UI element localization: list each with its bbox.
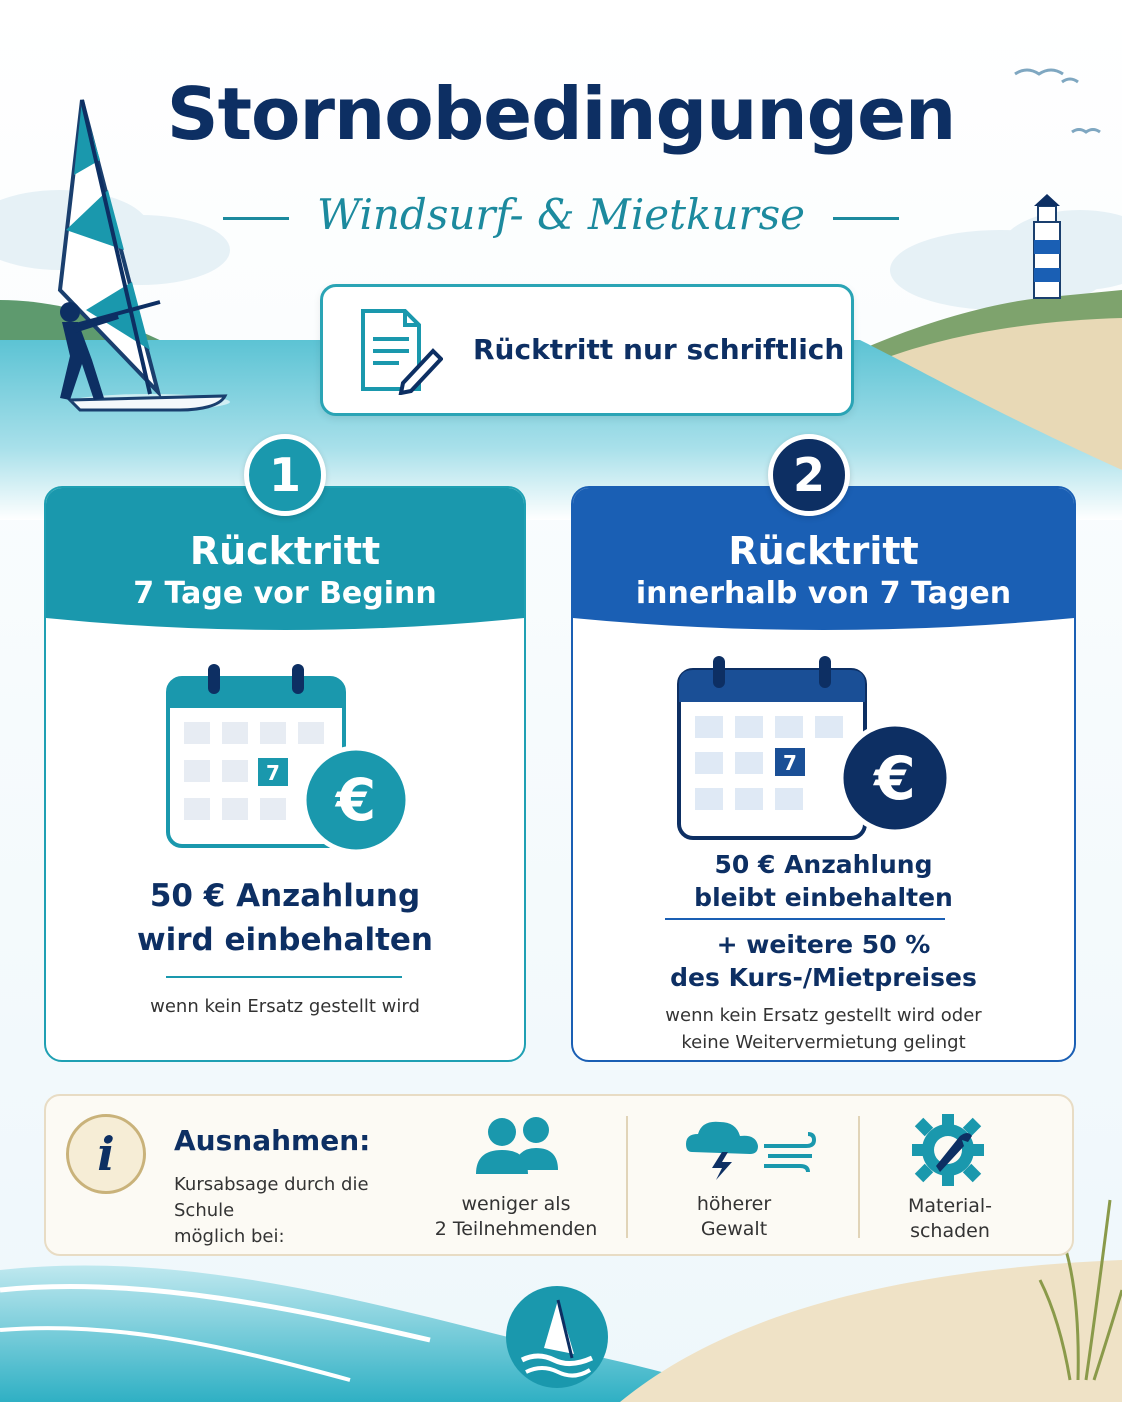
calendar-euro-icon xyxy=(164,660,414,860)
card-withdrawal-within-7-days xyxy=(571,486,1076,1062)
exceptions-description-line2: möglich bei: xyxy=(174,1226,285,1247)
card1-fee-line2: wird einbehalten xyxy=(137,922,433,958)
people-icon xyxy=(472,1114,562,1180)
written-notice-box xyxy=(320,284,854,416)
card1-fee xyxy=(46,874,524,962)
document-pen-icon xyxy=(353,305,443,395)
page-title: Stornobedingungen xyxy=(166,72,956,156)
card2-header xyxy=(573,528,1074,614)
exception-participants-line2: 2 Teilnehmenden xyxy=(434,1218,598,1240)
exceptions-description xyxy=(174,1172,434,1250)
card2-fee xyxy=(573,848,1074,914)
card1-heading: Rücktritt xyxy=(189,529,381,573)
card2-number-badge: 2 xyxy=(768,434,850,516)
exception-participants xyxy=(426,1192,606,1242)
exception-force-majeure-line1: höherer xyxy=(696,1193,772,1215)
card1-subheading: 7 Tage vor Beginn xyxy=(133,576,437,611)
subtitle-dash-right xyxy=(833,217,899,220)
card1-divider xyxy=(166,976,402,978)
gear-wrench-icon xyxy=(906,1112,990,1188)
card2-extra-fee xyxy=(573,928,1074,994)
card2-extra-line2: des Kurs-/Mietpreises xyxy=(670,963,977,992)
card2-euro-symbol: € xyxy=(874,744,916,814)
windsurf-logo-icon xyxy=(504,1284,610,1390)
notice-text: Rücktritt nur schriftlich xyxy=(473,333,845,366)
card1-calendar-day: 7 xyxy=(266,761,280,785)
card1-condition: wenn kein Ersatz gestellt wird xyxy=(150,996,420,1017)
exception-force-majeure xyxy=(654,1192,814,1242)
exception-material-damage xyxy=(880,1194,1020,1244)
card2-heading: Rücktritt xyxy=(728,529,919,573)
card1-header xyxy=(46,528,524,614)
storm-wind-icon xyxy=(682,1116,822,1180)
exceptions-title: Ausnahmen: xyxy=(174,1124,371,1157)
exception-participants-line1: weniger als xyxy=(461,1193,571,1215)
card1-euro-symbol: € xyxy=(335,766,377,834)
exception-material-line2: schaden xyxy=(910,1220,990,1242)
exception-material-line1: Material- xyxy=(907,1195,993,1217)
card2-fee-line1: 50 € Anzahlung xyxy=(714,850,933,879)
card2-extra-line1: + weitere 50 % xyxy=(716,930,931,959)
calendar-euro-icon xyxy=(675,654,955,850)
exceptions-box xyxy=(44,1094,1074,1256)
exception-force-majeure-line2: Gewalt xyxy=(700,1218,768,1240)
card2-condition xyxy=(573,1002,1074,1056)
exceptions-separator xyxy=(626,1116,628,1238)
card2-condition-line1: wenn kein Ersatz gestellt wird oder xyxy=(665,1005,982,1026)
card1-fee-line1: 50 € Anzahlung xyxy=(149,878,421,914)
info-icon: i xyxy=(66,1114,146,1194)
card2-calendar-day: 7 xyxy=(783,751,797,775)
card2-fee-line2: bleibt einbehalten xyxy=(694,883,953,912)
card-withdrawal-before-7-days xyxy=(44,486,526,1062)
card2-condition-line2: keine Weitervermietung gelingt xyxy=(681,1032,966,1053)
exceptions-separator xyxy=(858,1116,860,1238)
exceptions-description-line1: Kursabsage durch die Schule xyxy=(174,1174,369,1221)
card1-number-badge: 1 xyxy=(244,434,326,516)
card2-subheading: innerhalb von 7 Tagen xyxy=(635,576,1012,611)
page-subtitle: Windsurf- & Mietkurse xyxy=(317,190,805,239)
card2-divider xyxy=(665,918,945,920)
subtitle-dash-left xyxy=(223,217,289,220)
subtitle-row xyxy=(0,190,1122,239)
